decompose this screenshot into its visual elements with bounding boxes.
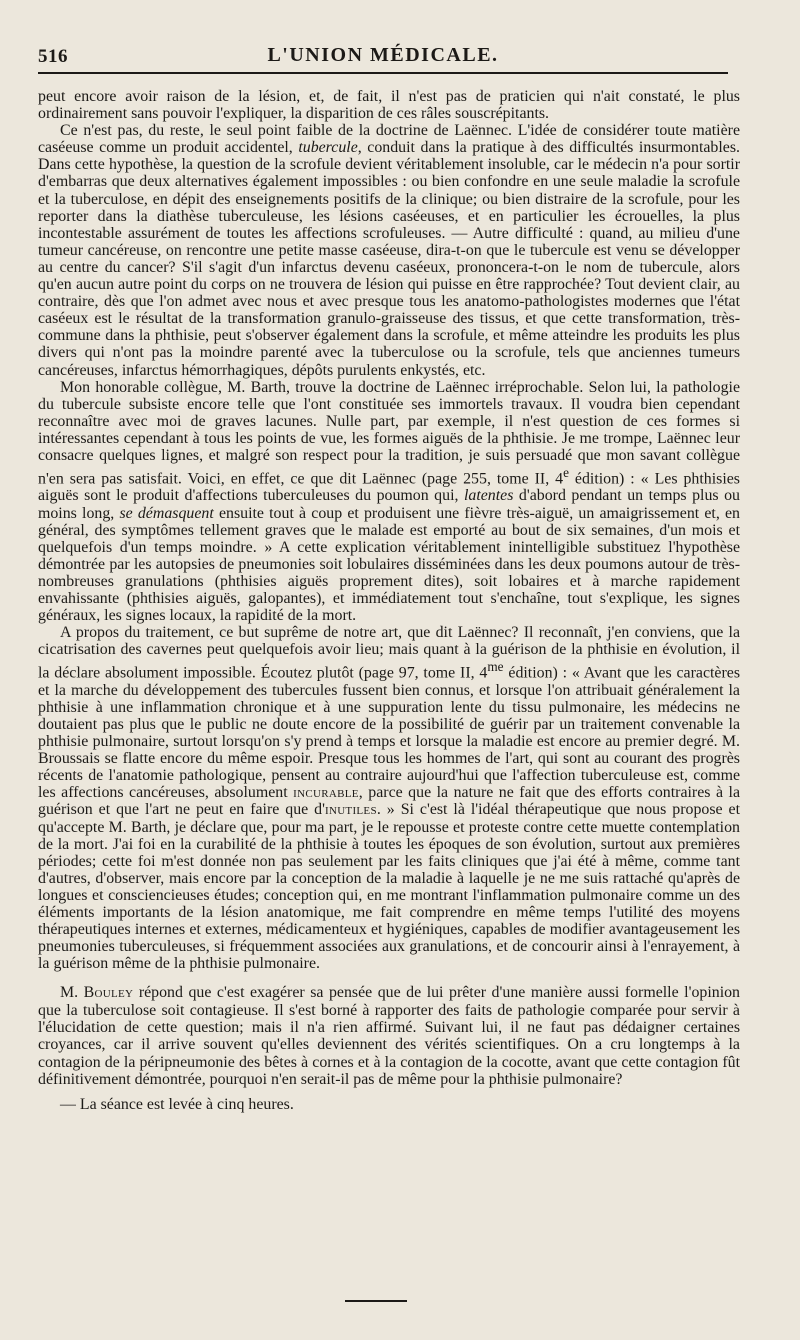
body-paragraph: A propos du traitement, ce but suprême de notre art, que dit Laënnec? Il reconnaît, j'en conviens, que la cicatrisation des cavernes peut quelquefois avoir lieu; mais quant à la guérison de la phthisie en évolution, il la déclare absolument impossible. Écoutez plutôt (page 97, tome II, $4^{me}$ édition) : « Avant que les caractères et la marche du développement des tubercules fussent bien connus, et lorsque l'on attribuait généralement la phthisie à une inflammation chronique et à une suppuration lente du tissu pulmonaire, les médecins ne doutaient pas plus que le public ne doute encore de la possibilité de guérir par un traitement convenable la phthisie pulmonaire, surtout lorsqu'on s'y prend à temps et lorsque la maladie est encore au premier degré. M. Broussais se flatte encore du même espoir. Presque tous les hommes de l'art, qui sont au courant des progrès récents de l'anatomie pathologique, pensent au contraire aujourd'hui que l'affection tuberculeuse est, comme les affections cancéreuses, absolument incurable, parce que la nature ne fait que des efforts contraires à la guérison et que l'art ne peut en faire que d'inutiles. » Si c'est là l'idéal thérapeutique que nous propose et qu'accepte M. Barth, je déclare que, pour ma part, je le repousse et proteste contre cette muette contemplation de la mort. J'ai foi en la curabilité de la phthisie à toutes les époques de son évolution, surtout aux premières périodes; cette foi m'est donnée non pas seulement par les faits cliniques que j'ai été à même, comme tant d'autres, d'observer, mais encore par la conception de la maladie à laquelle je ne me suis rattaché qu'après de longues et consciencieuses études; conception qui, en me montrant l'inflammation pulmonaire comme un des éléments importants de la lésion anatomique, me fait comprendre en même temps l'utilité des moyens thérapeutiques internes et externes, médicamenteux et hygiéniques, capables de modifier avantageusement les pneumonies tuberculeuses, si fréquemment associées aux granulations, et de concourir ainsi à l'enrayement, à la guérison même de la phthisie pulmonaire. bbox=[38, 624, 741, 973]
article-body bbox=[38, 88, 740, 972]
body-paragraph: Mon honorable collègue, M. Barth, trouve la doctrine de Laënnec irréprochable. Selon lui, la pathologie du tubercule subsiste encore telle que l'ont constituée ses immortels travaux. Il voudra bien cependant reconnaître avec moi de graves lacunes. Nulle part, par exemple, il n'est question de ces formes si intéressantes cependant à tous les points de vue, les formes aiguës de la phthisie. Je me trompe, Laënnec leur consacre quelques lignes, et malgré son respect pour la tradition, je suis persuadé que mon savant collègue n'en sera pas satisfait. Voici, en effet, ce que dit Laënnec (page 255, tome II, 4e édition) : « Les phthisies aiguës sont le produit d'affections tuberculeuses du poumon qui, latentes d'abord pendant un temps plus ou moins long, se démasquent ensuite tout à coup et produisent une fièvre très-aiguë, un amaigrissement et, en général, des symptômes tellement graves que le malade est emporté au bout de six semaines, d'un mois et quelquefois d'un temps moindre. » A cette explication véritablement inintelligible substituez l'hypothèse démontrée par les autopsies de pneumonies soit lobulaires disséminées dans les deux poumons autour de très-nombreuses granulations (phthisies aiguës proprement dites), soit lobaires et à marche rapidement envahissante (phthisies aiguës, galopantes), et immédiatement tout s'enchaîne, tout s'explique, les signes généraux, les signes locaux, la rapidité de la mort. bbox=[38, 378, 740, 625]
page-number: 516 bbox=[38, 46, 68, 67]
session-closing-line: — La séance est levée à cinq heures. bbox=[60, 1096, 294, 1114]
bouley-reply-paragraph: M. Bouley répond que c'est exagérer sa pensée que de lui prêter d'une manière aussi formelle l'opinion que la tuberculose soit contagieuse. Il s'est borné à rapporter des faits de pathologie comparée pour servir à l'élucidation de cette question; mais il n'a rien affirmé. Suivant lui, il ne faut pas dédaigner certaines croyances, car il arrive souvent qu'elles deviennent des vérités scientifiques. On a cru longtemps à la contagion de la péripneumonie des bêtes à cornes et à la contagion de la cocotte, avant que cette contagion fût définitivement démontrée, pourquoi n'en serait-il pas de même pour la phthisie pulmonaire? bbox=[38, 984, 741, 1088]
page-header bbox=[38, 42, 728, 74]
running-title: L'UNION MÉDICALE. bbox=[267, 44, 499, 66]
body-paragraph: Ce n'est pas, du reste, le seul point faible de la doctrine de Laënnec. L'idée de considérer toute matière caséeuse comme un produit accidentel, tubercule, conduit dans la pratique à des difficultés insurmontables. Dans cette hypothèse, la question de la scrofule devient véritablement insoluble, car le médecin n'a pour sortir d'embarras que deux alternatives également impossibles : ou bien confondre en une seule maladie la scrofule et la tuberculose, en dépit des enseignements positifs de la clinique; ou bien distraire de la scrofule, pour les reporter dans la diathèse tuberculeuse, les lésions caséeuses, et en particulier les écrouelles, la plus incontestable assurément de toutes les affections scrofuleuses. — Autre difficulté : quand, au milieu d'une tumeur cancéreuse, on rencontre une petite masse caséeuse, dira-t-on que le tubercule est venu se développer au centre du cancer? S'il s'agit d'un infarctus devenu caséeux, prononcera-t-on le nom de tubercule, alors qu'en aucun autre point du corps on ne trouvera de lésion qui puisse en être rapprochée? Tout devient clair, au contraire, dès que l'on admet avec nous et avec presque tous les anatomo-pathologistes modernes que l'état caséeux est le résultat de la transformation granulo-graisseuse des tissus, et que cette transformation, très-commune dans la phthisie, peut s'observer également dans la scrofule, et même atteindre les produits les plus divers qui n'ont pas la moindre parenté avec la tuberculose ou la scrofule, tels que anciennes tumeurs cancéreuses, infarctus hémorrhagiques, dépôts purulents enkystés, etc. bbox=[38, 122, 740, 379]
body-paragraph: peut encore avoir raison de la lésion, et, de fait, il n'est pas de praticien qui n'ait constaté, le plus ordinairement sans pouvoir l'expliquer, la disparition de ces râles souscrépitants. bbox=[38, 88, 740, 123]
end-rule bbox=[345, 1300, 407, 1302]
session-report bbox=[38, 984, 740, 1088]
